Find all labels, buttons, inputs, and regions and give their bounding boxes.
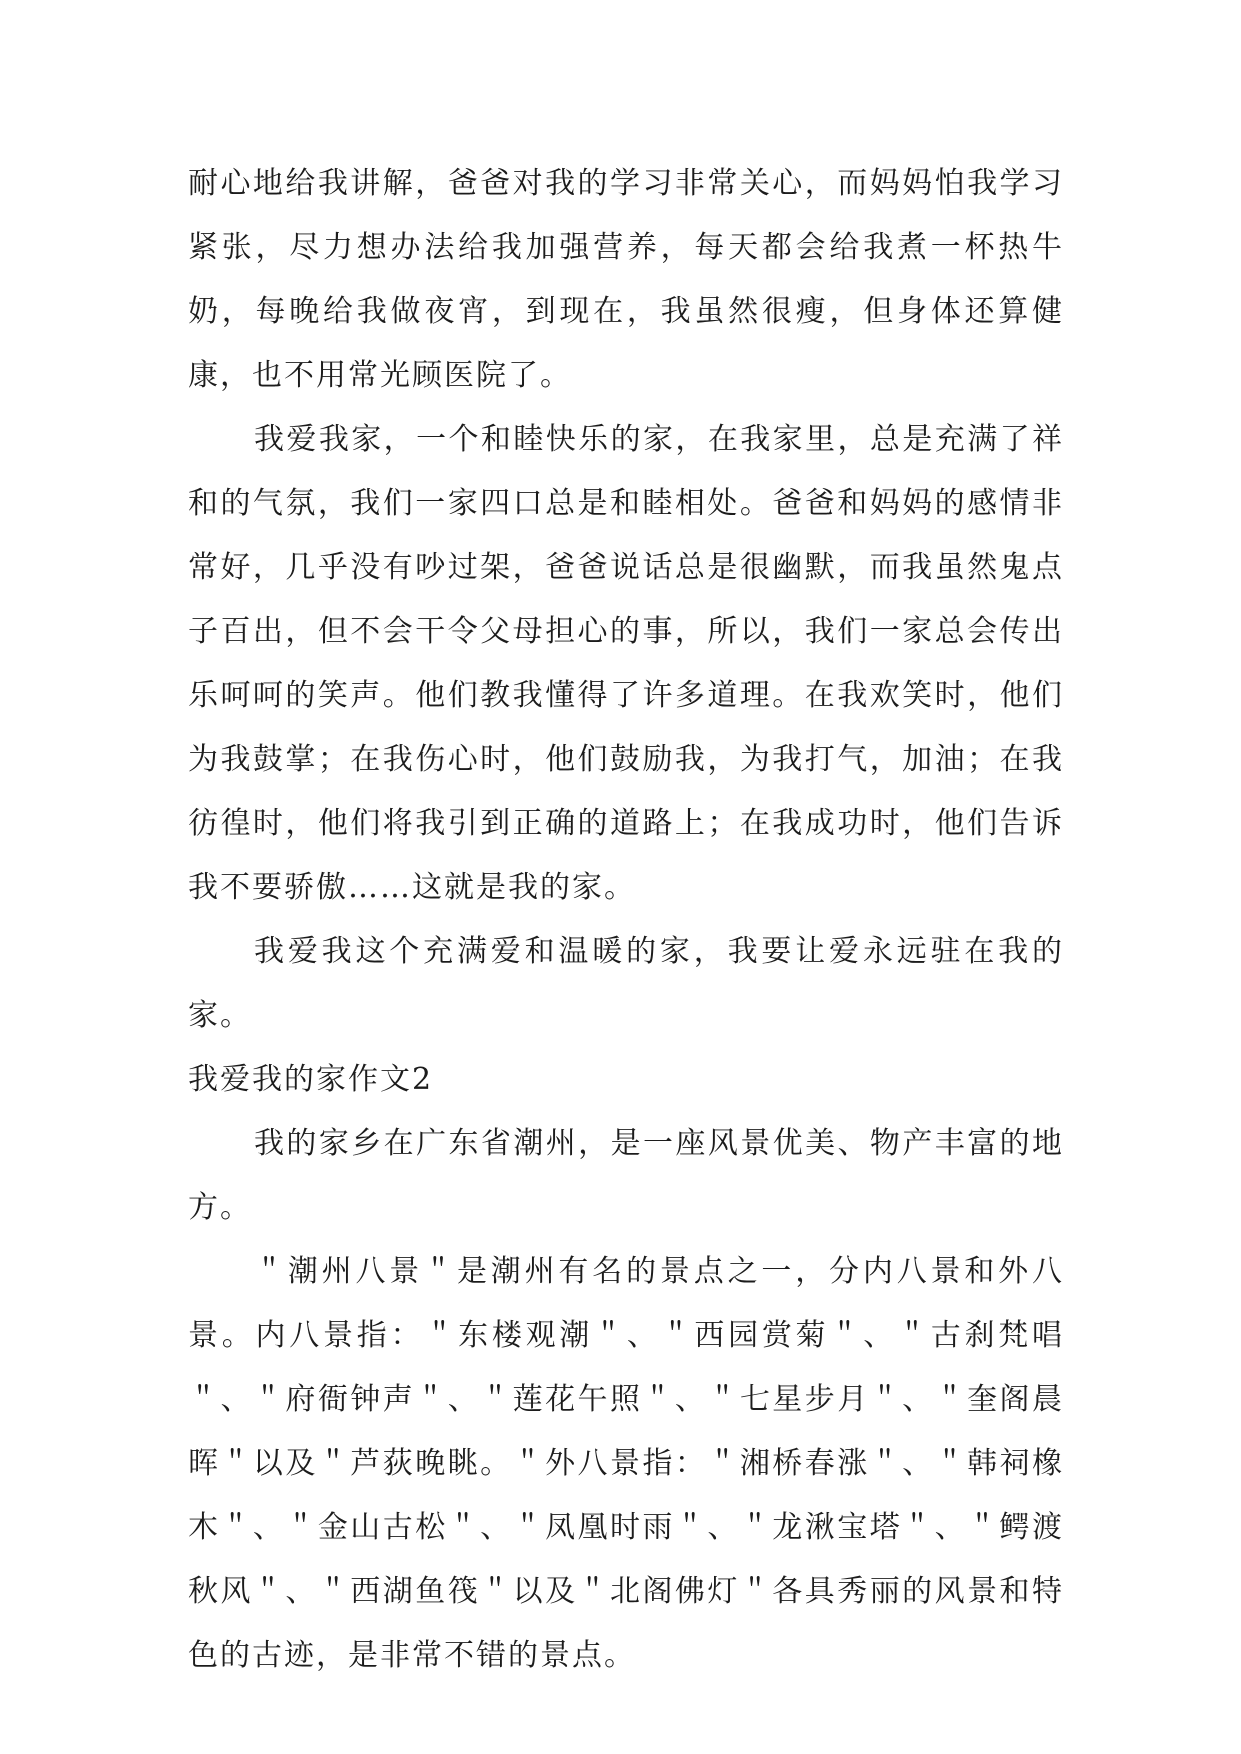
- paragraph-1: 耐心地给我讲解，爸爸对我的学习非常关心，而妈妈怕我学习紧张，尽力想办法给我加强营养，每天都会给我煮一杯热牛奶，每晚给我做夜宵，到现在，我虽然很瘦，但身体还算健康，也不用常光顾医院了。: [188, 166, 1064, 393]
- section-title: 我爱我的家作文2: [188, 1062, 434, 1097]
- paragraph-2: 我爱我家，一个和睦快乐的家，在我家里，总是充满了祥和的气氛，我们一家四口总是和睦相处。爸爸和妈妈的感情非常好，几乎没有吵过架，爸爸说话总是很幽默，而我虽然鬼点子百出，但不会干令父母担心的事，所以，我们一家总会传出乐呵呵的笑声。他们教我懂得了许多道理。在我欢笑时，他们为我鼓掌；在我伤心时，他们鼓励我，为我打气，加油；在我彷徨时，他们将我引到正确的道路上；在我成功时，他们告诉我不要骄傲……这就是我的家。: [188, 422, 1064, 905]
- paragraph-5: ＂潮州八景＂是潮州有名的景点之一，分内八景和外八景。内八景指：＂东楼观潮＂、＂西园赏菊＂、＂古刹梵唱＂、＂府衙钟声＂、＂莲花午照＂、＂七星步月＂、＂奎阁晨晖＂以及＂芦荻晚眺。＂外八景指：＂湘桥春涨＂、＂韩祠橡木＂、＂金山古松＂、＂凤凰时雨＂、＂龙湫宝塔＂、＂鳄渡秋风＂、＂西湖鱼筏＂以及＂北阁佛灯＂各具秀丽的风景和特色的古迹，是非常不错的景点。: [188, 1254, 1064, 1673]
- document-body: [188, 152, 1064, 1688]
- paragraph-3: 我爱我这个充满爱和温暖的家，我要让爱永远驻在我的家。: [188, 934, 1064, 1033]
- paragraph-4: 我的家乡在广东省潮州，是一座风景优美、物产丰富的地方。: [188, 1126, 1064, 1225]
